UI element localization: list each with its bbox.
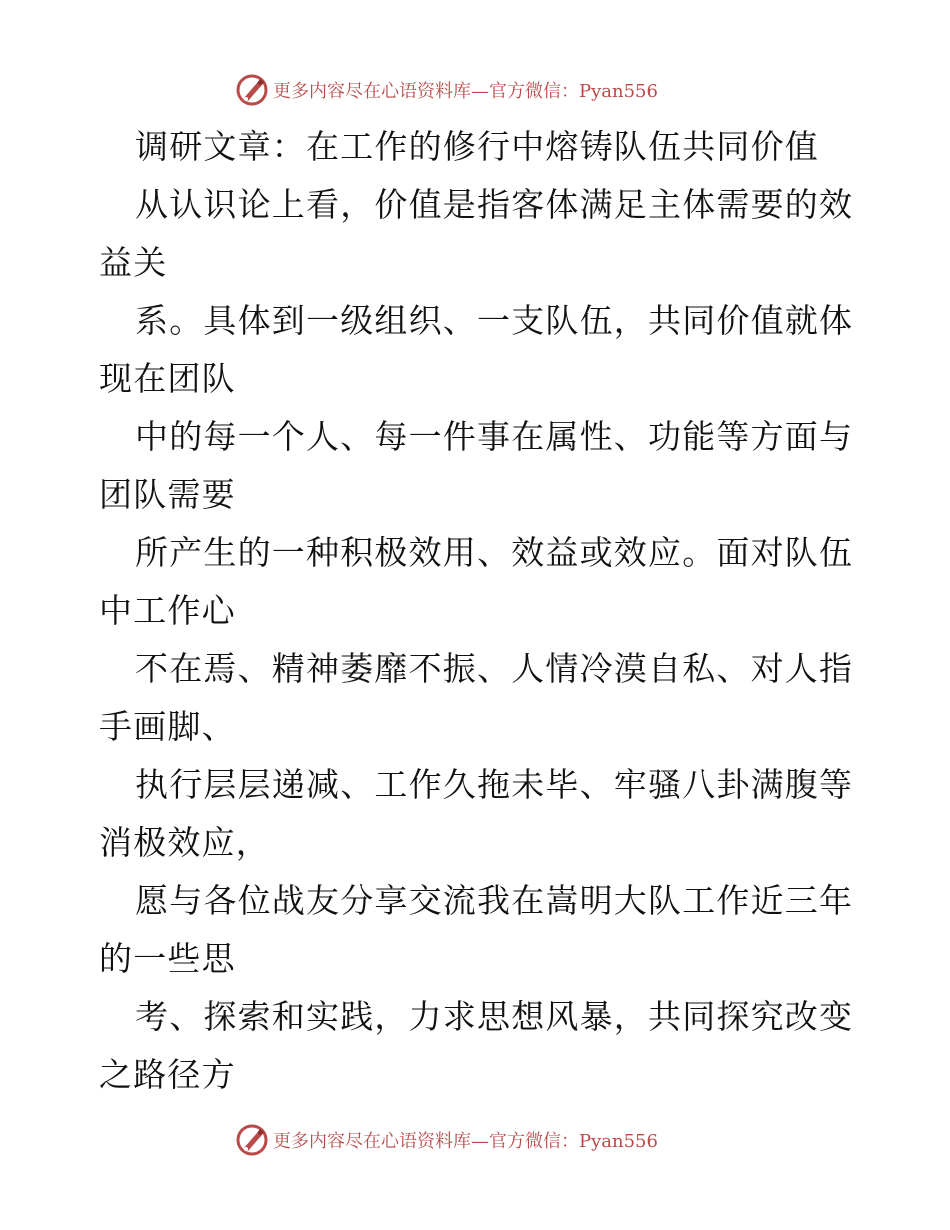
watermark-text: 更多内容尽在心语资料库—官方微信：Pyan556	[273, 81, 658, 102]
paragraph-line: 不在焉、精神萎靡不振、人情冷漠自私、对人指	[135, 649, 854, 688]
paragraph-line: 中工作心	[99, 591, 236, 630]
paragraph-line: 益关	[99, 243, 168, 282]
paragraph-line: 手画脚、	[99, 707, 236, 746]
paragraph-line: 的一些思	[99, 939, 236, 978]
paragraph-line: 现在团队	[99, 359, 236, 398]
document-body	[99, 118, 859, 1104]
paragraph-line: 团队需要	[99, 475, 236, 514]
paragraph-line: 系。具体到一级组织、一支队伍，共同价值就体	[135, 301, 854, 340]
pen-logo-icon	[235, 73, 269, 107]
paragraph-line: 考、探索和实践，力求思想风暴，共同探究改变	[135, 997, 854, 1036]
watermark-text: 更多内容尽在心语资料库—官方微信：Pyan556	[273, 1131, 658, 1152]
paragraph-line: 执行层层递减、工作久拖未毕、牢骚八卦满腹等	[135, 765, 854, 804]
paragraph-line: 中的每一个人、每一件事在属性、功能等方面与	[135, 417, 854, 456]
watermark-banner-top	[235, 72, 715, 108]
pen-logo-icon	[235, 1123, 269, 1157]
paragraph-line: 消极效应，	[99, 823, 270, 862]
paragraph-line: 所产生的一种积极效用、效益或效应。面对队伍	[135, 533, 854, 572]
document-title: 调研文章：在工作的修行中熔铸队伍共同价值	[135, 127, 819, 166]
paragraph-line: 从认识论上看，价值是指客体满足主体需要的效	[135, 185, 854, 224]
watermark-banner-bottom	[235, 1122, 715, 1158]
paragraph-line: 之路径方	[99, 1055, 236, 1094]
paragraph-line: 愿与各位战友分享交流我在嵩明大队工作近三年	[135, 881, 854, 920]
